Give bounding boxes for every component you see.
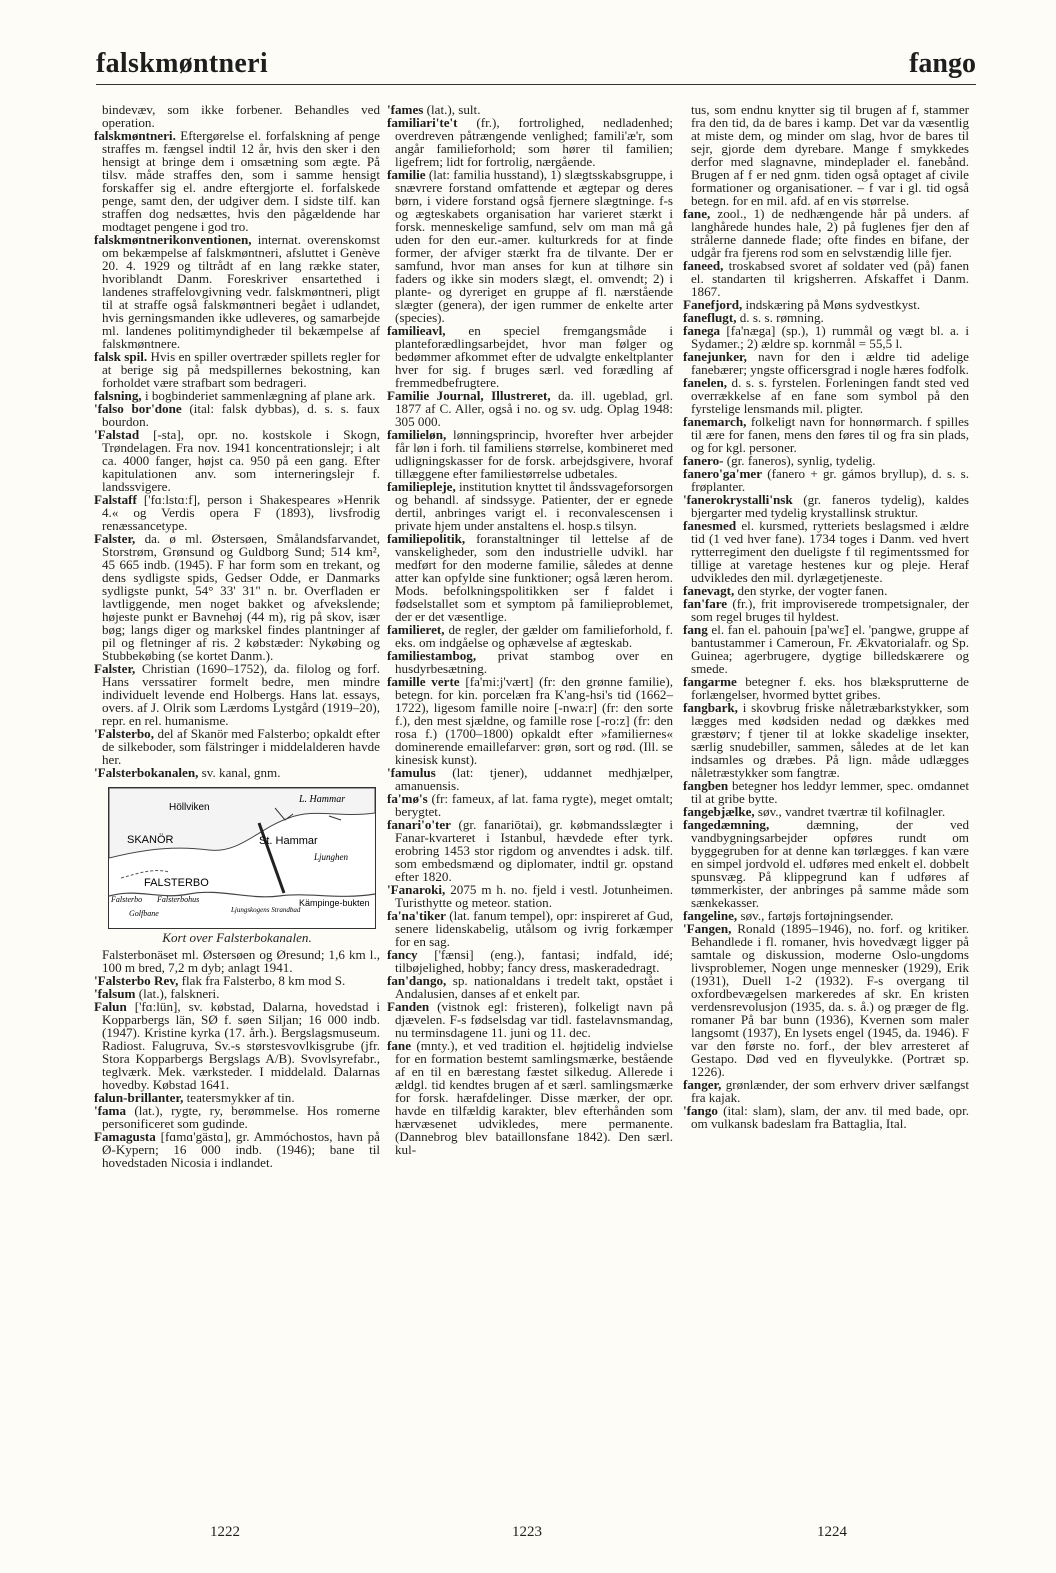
entry-headword: fangedæmning, (683, 817, 770, 832)
map-label-ljunghen: Ljunghen (314, 852, 349, 862)
map-label-falsterbo-town: FALSTERBO (144, 877, 209, 889)
dictionary-entry (683, 519, 969, 584)
entry-headword: fang (683, 622, 708, 637)
dictionary-entry (683, 376, 969, 415)
entry-headword: fanesmed (683, 518, 737, 533)
dictionary-entry (387, 792, 673, 818)
entry-text: (lat: familia husstand), 1) slægtsskabsgruppe, i snævrere forstand omfattende et ægtepar og deres børn, i videre forstand også fjernere slægtninge. f-s og ægteskabets organisation har varieret stærkt i forsk. menneskelige samfund, selv om man må gå uden for den eur.-amer. kulturkreds for at finde former, der afviger stærkt fra de tilvante. Der er samfund, hvor man anses for kun at tilhøre sin faders og ikke sin moders slægt, el. omvendt; 2) i plante- og dyreriget en gruppe af fl. nærstående slægter (genera), der igen rummer de enkelte arter (species). (395, 167, 673, 325)
dictionary-entry (387, 1039, 673, 1156)
falsterbo-canal-map (108, 787, 376, 929)
dictionary-entry (387, 532, 673, 623)
entry-text: en speciel fremgangsmåde i planteforædlingsarbejdet, hvor man følger og bedømmer afkommet efter de udvalgte enkeltplanter hver for sig. f bruges særl. ved forædling af fremmedbefrugtere. (395, 323, 673, 390)
map-label-hollviken: Höllviken (169, 802, 210, 813)
entry-headword: Familie Journal, Illustreret, (387, 388, 551, 403)
entry-text: (lat.), sult. (423, 102, 481, 117)
entry-headword: fancy (387, 947, 418, 962)
dictionary-entry (94, 727, 380, 766)
entry-text: dæmning, der ved vandbygningsarbejder opføres rundt om byggegruben for at denne kan tørlægges. f kan være en simpel jordvold el. udføres med enkelt el. dobbelt spunsvæg. På klippegrund kan f udføres af tømmerkister, der anbringes på samme måde som sænkekasser. (691, 817, 969, 910)
dictionary-entry (387, 1000, 673, 1039)
entry-text: tus, som endnu knytter sig til brugen af f, stammer fra den tid, da de bares i kamp. Det var da væsentlig at miste dem, og minder om slag, hvor de bares til sejr, gjorde dem dyrebare. Mange f smykkedes derfor med slagnavne, mindeplader el. fanebånd. Brugen af f er ned gnm. tiden også optaget af civile formationer og organisationer. – f var i gl. tid også betegn. for en mil. afd. af en vis størrelse. (691, 102, 969, 208)
entry-text: bindevæv, som ikke forbener. Behandles ved operation. (102, 102, 380, 130)
dictionary-entry (387, 116, 673, 168)
dictionary-entry (683, 623, 969, 675)
entry-text: [fɑmɑ'gästɑ], gr. Ammóchostos, havn på Ø-Kypern; 16 000 indb. (1946); bane til hovedstaden Nicosia i indlandet. (102, 1129, 380, 1170)
dictionary-entry (94, 948, 380, 974)
entry-headword: 'Fanaroki, (387, 882, 446, 897)
entry-text: Falsterbonäset ml. Østersøen og Øresund; 1,6 km l., 100 m bred, 7,2 m dyb; anlagt 1941. (102, 947, 380, 975)
running-header (96, 44, 976, 85)
dictionary-entry (387, 168, 673, 324)
entry-text: [fa'mi:j'vært] (fr: den grønne familie), betegn. for kin. porcelæn fra K'ang-hsi's tid (1662–1722), ligesom famille noire [-nwa:r] (fr: den sorte f.), den mest sjældne, og famille rose [-ro:z] (fr: den rosa f.) (1700–1800) opkaldt efter »familiernes« dominerende emaillefarver: grøn, sort og rød. (Ill. se kinesisk kunst). (395, 674, 673, 767)
entry-text: internat. overenskomst om bekæmpelse af falskmøntneri, afsluttet i Genève 20. 4. 1929 og tiltrådt af en lang række stater, hvoriblandt Danm. Foreskriver ensartethed i landenes straffelovgivning vedr. falskmøntneri, pligt til at straffe også falskmøntneri begået i udlandet, hvis gerningsmanden ikke udleveres, og samarbejde ml. landenes politimyndigheder til bekæmpelse af falskmøntnere. (102, 232, 380, 351)
entry-headword: 'fanerokrystalli'nsk (683, 492, 793, 507)
entry-text: foranstaltninger til lettelse af de vanskeligheder, som den industrielle udvikl. har medført for den moderne familie, således at denne atter kan opfylde sine funktioner; også læren herom. Mods. befolkningspolitikken ser f faldet i fødselstallet som et symptom på familieproblemet, der er det væsentlige. (395, 531, 673, 624)
entry-text: navn for den i ældre tid adelige fanebærer; yngste officersgrad i nogle hæres fodfolk. (691, 349, 969, 377)
entry-text: Christian (1690–1752), da. filolog og forf. Hans verssatirer formelt bedre, men mindre individuelt levende end Holbergs. Hans lat. essays, overs. af J. Olrik som Lærdoms Lystgård (1919–20), repr. en rel. humanisme. (102, 661, 380, 728)
entry-headword: Falstaff (94, 492, 137, 507)
map-label-kampinge-bukten: Kämpinge-bukten (299, 898, 370, 908)
entry-text: de regler, der gælder om familieforhold, f. eks. om indgåelse og ophævelse af ægteskab. (395, 622, 673, 650)
dictionary-entry (94, 532, 380, 662)
entry-text: (ital: slam), slam, der anv. til med bade, opr. om vulkansk badeslam fra Battaglia, Ital. (691, 1103, 969, 1131)
entry-text: (fr: fameux, af lat. fama rygte), meget omtalt; berygtet. (395, 791, 673, 819)
entry-text: (gr. faneros), synlig, tydelig. (723, 453, 876, 468)
dictionary-entry (683, 207, 969, 259)
entry-headword: Famagusta (94, 1129, 156, 1144)
entry-headword: familiepolitik, (387, 531, 466, 546)
entry-headword: famille verte (387, 674, 460, 689)
entry-headword: familieløn, (387, 427, 447, 442)
dictionary-entry (683, 922, 969, 1078)
entry-headword: fa'na'tiker (387, 908, 446, 923)
map-label-falsterbo: Falsterbo (111, 895, 143, 904)
dictionary-entry (94, 402, 380, 428)
entry-text: flak fra Falsterbo, 8 km mod S. (178, 973, 346, 988)
entry-headword: 'famulus (387, 765, 436, 780)
dictionary-entry (94, 1130, 380, 1169)
entry-text: (mnty.), et ved tradition el. højtidelig indvielse for en formation bestemt samlingsmærke, bestående af en til en bærestang fæstet silkedug. Allerede i ældgl. tid kendtes brugen af et særl. samlingsmærke for forsk. hærafdelinger. Disse mærker, der opr. havde en tilfældig karakter, blev efterhånden som hærvæsenet udvikledes, mere permanente. (Dannebrog blev bataillonsfane 1842). Den særl. kul- (395, 1038, 673, 1157)
dictionary-entry (387, 428, 673, 480)
dictionary-entry (387, 948, 673, 974)
entry-headword: familiari'te't (387, 115, 458, 130)
entry-text: da. ø ml. Østersøen, Smålandsfarvandet, Storstrøm, Grønsund og Guldborg Sund; 514 km², 45 665 indb. (1945). F har form som en trekant, og dens sydligste spids, Gedser Odde, er Danmarks sydligste punkt, 54° 33' 31" n. br. Overfladen er lavtliggende, men noget bakket og afvekslende; højeste punkt er Bavnehøj (44 m), rig på skov, især bøg; langs diger og markskel findes plantninger af pil og fletninger af ris. 2 købstæder: Nykøbing og Stubbekøbing (se kortet Danm.). (102, 531, 380, 663)
dictionary-entry (683, 350, 969, 376)
entry-text: el. kursmed, rytteriets beslagsmed i ældre tid (1 ved hver fane). 1734 toges i Danm. ved hvert rytterregiment den dueligste f til regimentssmed for tillige at varetage hestenes kur og pleje. Heraf udvikledes den mil. dyrlægetjeneste. (691, 518, 969, 585)
entry-text: den styrke, der vogter fanen. (734, 583, 888, 598)
entry-headword: fanemarch, (683, 414, 747, 429)
entry-headword: familiepleje, (387, 479, 456, 494)
dictionary-entry (94, 129, 380, 233)
entry-text: (lat.), falskneri. (135, 986, 220, 1001)
entry-text: i bogbinderiet sammenlægning af plane ark. (141, 388, 376, 403)
dictionary-entry (94, 662, 380, 727)
column-1 (94, 103, 380, 1169)
map-label-golfbane: Golfbane (129, 909, 159, 918)
dictionary-entry (94, 1000, 380, 1091)
entry-text: søv., vandret tværtræ til kofilnagler. (754, 804, 946, 819)
entry-headword: falskmøntnerikonventionen, (94, 232, 252, 247)
entry-headword: 'fama (94, 1103, 126, 1118)
entry-text: d. s. s. rømning. (736, 310, 824, 325)
entry-text: ['fɑ:lün], sv. købstad, Dalarna, hovedstad i Kopparbergs län, SØ f. søen Siljan; 16 000 indb. (1947). Kristine kyrka (17. årh.). Bergslagsmuseum. Radiost. Falugruva, Sv.-s størstesvovlkisgrube (jfr. Stora Kopparbergs Bergslags A/B). Svovlsyrefabr., teglværk. Mek. værksteder. I middelald. Dalarnas hovedby. Købstad 1641. (102, 999, 380, 1092)
map-label-strandbad: Ljungskogens Strandbad (231, 906, 301, 914)
entry-text: (ital: falsk dybbas), d. s. s. faux bourdon. (102, 401, 380, 429)
entry-headword: Falun (94, 999, 127, 1014)
entry-text: Ronald (1895–1946), no. forf. og kritiker. Behandlede i fl. romaner, hvis hovedvægt ligger på samtale og diskussion, moderne Oslo-ungdoms livsproblemer, Nogen unge mennesker (1929), Erik (1931), Duell 1-2 (1932). F-s overgang til oxfordbevægelsen markeredes af skr. En kristen verdensrevolusjon (1935, da. s. å.) og præger de flg. romaner På bar bunn (1936), Kvernen som maler langsomt (1937), En lysets engel (1945, da. 1946). F var den første no. forf., der blev arresteret af Gestapo. Død ved en flyveulykke. (Portræt sp. 1226). (691, 921, 969, 1079)
dictionary-entry (683, 675, 969, 701)
entry-text: ['fɑːlstɑːf], person i Shakespeares »Henrik 4.« og Verdis opera F (1893), livsfrodig renæssancetype. (102, 492, 380, 533)
entry-text: Hvis en spiller overtræder spillets regler for at berige sig på medspillernes bekostning, kan forholdet være strafbart som bedrageri. (102, 349, 380, 390)
entry-headword: familieavl, (387, 323, 446, 338)
entry-headword: fanega (683, 323, 721, 338)
entry-text: betegner hos leddyr lemmer, spec. omdannet til at gribe bytte. (691, 778, 969, 806)
entry-headword: falsning, (94, 388, 142, 403)
dictionary-entry (683, 259, 969, 298)
entry-headword: familieret, (387, 622, 445, 637)
entry-text: søv., fartøjs fortøjningsender. (737, 908, 894, 923)
dictionary-entry (387, 883, 673, 909)
entry-headword: fane, (683, 206, 711, 221)
entry-text: ['fænsi] (eng.), fantasi; indfald, idé; tilbøjelighed, hobby; fancy dress, maskeradedragt. (395, 947, 673, 975)
entry-text: sv. kanal, gnm. (198, 765, 281, 780)
dictionary-entry (683, 1104, 969, 1130)
entry-text: Eftergørelse el. forfalskning af penge straffes m. fængsel indtil 12 år, hvis den sker i den hensigt at bringe dem i omsætning som ægte. På tilsv. måde straffes den, som i samme hensigt forskaffer sig el. andre eftergjorte el. forfalskede penge, samt den, der udgiver dem. I sidste tilf. kan straffen dog nedsættes, hvis den pågældende har modtaget pengene i god tro. (102, 128, 380, 234)
dictionary-entry (94, 493, 380, 532)
page-number-right: 1224 (817, 1524, 847, 1540)
map-label-st-hammar: St. Hammar (259, 835, 318, 847)
dictionary-entry (683, 324, 969, 350)
entry-headword: fane (387, 1038, 412, 1053)
entry-headword: familie (387, 167, 426, 182)
dictionary-entry (94, 103, 380, 129)
entry-text: privat stambog over en husdyrbesætning. (395, 648, 673, 676)
dictionary-entry (387, 909, 673, 948)
entry-headword: falsk spil. (94, 349, 148, 364)
dictionary-entry (94, 428, 380, 493)
entry-text: (fr.), frit improviserede trompetsignaler, der som regel bruges til hyldest. (691, 596, 969, 624)
map-label-l-hammar: L. Hammar (299, 794, 346, 805)
dictionary-entry (387, 324, 673, 389)
dictionary-entry (94, 766, 380, 779)
dictionary-entry (683, 103, 969, 207)
entry-text: del af Skanör med Falsterbo; opkaldt efter de silkeboder, som fälstringer i middelalderen havde her. (102, 726, 380, 767)
entry-text: d. s. s. fyrstelen. Forleningen fandt sted ved overrækkelse af en fane som symbol på den fyrstelige lensmands mil. pligter. (691, 375, 969, 416)
entry-headword: 'Falsterbo, (94, 726, 155, 741)
entry-headword: fangebjælke, (683, 804, 755, 819)
page-number-middle: 1223 (512, 1524, 542, 1540)
dictionary-entry (387, 818, 673, 883)
map-label-skanor: SKANÖR (127, 834, 174, 846)
dictionary-entry (94, 1104, 380, 1130)
header-right-guideword: fango (909, 48, 976, 79)
map-caption: Kort over Falsterbokanalen. (162, 930, 312, 945)
entry-text: (vistnok egl: fristeren), folkeligt navn på djævelen. F-s fødselsdag var tidl. fastelavnsmandag, nu terminsdagene 11. juni og 11. dec. (395, 999, 673, 1040)
entry-headword: fanari'o'ter (387, 817, 451, 832)
entry-text: i skovbrug friske nåletræbarkstykker, som lægges med kødsiden nedad og dækkes med græstørv; f tjener til at lokke skadelige insekter, særlig snudebiller, sammen, således at de let kan indsamles og dræbes. På lign. måde udlægges nåletræstykker som fangtræ. (691, 700, 969, 780)
entry-text: institution knyttet til åndssvageforsorgen og behandl. af sindssyge. Patienter, der er egnede dertil, anbringes varigt el. i reconvalescensen i private hjem under anstaltens el. hosp.s tilsyn. (395, 479, 673, 533)
entry-headword: fangarme (683, 674, 737, 689)
column-2 (387, 103, 673, 1156)
entry-headword: fangbark, (683, 700, 738, 715)
entry-text: betegner f. eks. hos blæksprutterne de forlængelser, hvormed byttet gribes. (691, 674, 969, 702)
column-3 (683, 103, 969, 1130)
dictionary-entry (387, 480, 673, 532)
dictionary-entry (387, 649, 673, 675)
header-left-guideword: falskmøntneri (96, 48, 268, 79)
page-number-left: 1222 (210, 1524, 240, 1540)
entry-headword: 'Falsterbo Rev, (94, 973, 179, 988)
entry-text: (lat.), rygte, ry, berømmelse. Hos romerne personificeret som gudinde. (102, 1103, 380, 1131)
entry-text: 2075 m h. no. fjeld i vestl. Jotunheimen. Turisthytte og meteor. station. (395, 882, 673, 910)
entry-text: (lat: tjener), uddannet medhjælper, amanuensis. (395, 765, 673, 793)
map-label-falsterbohus: Falsterbohus (157, 895, 200, 904)
dictionary-entry (387, 974, 673, 1000)
entry-headword: fanero- (683, 453, 724, 468)
dictionary-entry (683, 1078, 969, 1104)
entry-text: da. ill. ugeblad, grl. 1877 af C. Aller, også i no. og sv. udg. Oplag 1948: 305 000. (395, 388, 673, 429)
entry-text: [-sta], opr. no. kostskole i Skogn, Trøndelagen. Fra nov. 1941 koncentrationslejr; i alt ca. 4000 fanger, højst ca. 950 på een gang. Efter kapitulationen anv. som interneringslejr f. landssvigere. (102, 427, 380, 494)
entry-text: teatersmykker af tin. (183, 1090, 295, 1105)
dictionary-entry (387, 389, 673, 428)
entry-text: zool., 1) de nedhængende hår på unders. af langhårede hundes hale, 2) på fuglenes fjer den af strålerne dannede flade; ofte findes en bifane, der udgår fra fjerens rod som en selvstændig lille fjer. (691, 206, 969, 260)
entry-text: (fr.), fortrolighed, nedladenhed; overdreven påtrængende venlighed; famili'æ'r, som angår familieforhold; som hører til familien; ligefrem; lidt for fortrolig, nærgående. (395, 115, 673, 169)
entry-headword: fanger, (683, 1077, 722, 1092)
dictionary-entry (387, 766, 673, 792)
entry-headword: fan'fare (683, 596, 728, 611)
entry-text: grønlænder, der som erhverv driver sælfangst fra kajak. (691, 1077, 969, 1105)
entry-headword: fan'dango, (387, 973, 447, 988)
dictionary-entry (683, 597, 969, 623)
entry-headword: 'fango (683, 1103, 718, 1118)
entry-headword: fanejunker, (683, 349, 747, 364)
entry-headword: Fanefjord, (683, 297, 743, 312)
dictionary-entry (683, 818, 969, 909)
entry-headword: faneed, (683, 258, 724, 273)
entry-headword: fanelen, (683, 375, 728, 390)
entry-text: [fa'næga] (sp.), 1) rummål og vægt bl. a. i Sydamer.; 2) ældre sp. kornmål = 55,5 l. (691, 323, 969, 351)
entry-text: (fanero + gr. gámos bryllup), d. s. s. frøplanter. (691, 466, 969, 494)
dictionary-entry (387, 623, 673, 649)
dictionary-entry (683, 779, 969, 805)
entry-text: el. fan el. pahouin [pa'wɛ̃] el. 'pangwe, gruppe af bantustammer i Cameroun, Fr. Ækvatorialafr. og Sp. Guinea; agerbrugere, dygtige billedskærere og smede. (691, 622, 969, 676)
entry-headword: fanevagt, (683, 583, 735, 598)
entry-headword: Fanden (387, 999, 430, 1014)
entry-text: lønningsprincip, hvorefter hver arbejder får løn i forh. til familiens størrelse, kombineret med udligningskasser for de forsk. arbejdsgivere, hvoraf tillæggene efter familiestørrelse udbetales. (395, 427, 673, 481)
entry-headword: fa'mø's (387, 791, 428, 806)
entry-text: sp. nationaldans i tredelt takt, opstået i Andalusien, danses af et enkelt par. (395, 973, 673, 1001)
entry-headword: 'falso bor'done (94, 401, 182, 416)
map-drawing (109, 788, 375, 928)
entry-headword: Falster, (94, 531, 136, 546)
dictionary-entry (94, 350, 380, 389)
entry-headword: 'falsum (94, 986, 136, 1001)
entry-headword: falun-brillanter, (94, 1090, 184, 1105)
dictionary-entry (683, 415, 969, 454)
entry-headword: fanero'ga'mer (683, 466, 763, 481)
dictionary-entry (683, 467, 969, 493)
entry-headword: fangben (683, 778, 729, 793)
entry-text: indskæring på Møns sydvestkyst. (742, 297, 921, 312)
dictionary-entry (683, 701, 969, 779)
entry-headword: 'Falstad (94, 427, 140, 442)
entry-text: troskabsed svoret af soldater ved (på) fanen el. standarten til krigsherren. Afskaffet i Danm. 1867. (691, 258, 969, 299)
dictionary-entry (94, 233, 380, 350)
dictionary-entry (387, 675, 673, 766)
entry-headword: familiestambog, (387, 648, 477, 663)
entry-text: (lat. fanum tempel), opr: inspireret af Gud, senere lidenskabelig, utålsom og ivrig forkæmper for en sag. (395, 908, 673, 949)
entry-headword: faneflugt, (683, 310, 737, 325)
entry-text: (gr. fanariōtai), gr. købmandsslægter i Fanar-kvarteret i Istanbul, hævdede efter tyrk. erobring 1453 stor rigdom og anvendtes i adsk. tilf. som embedsmænd og diplomater, indtil gr. opstand efter 1820. (395, 817, 673, 884)
entry-headword: 'fames (387, 102, 424, 117)
entry-text: folkeligt navn for honnørmarch. f spilles til ære for fanen, mens den føres til og fra sin plads, og for kgl. personer. (691, 414, 969, 455)
entry-headword: fangeline, (683, 908, 738, 923)
entry-headword: 'Falsterbokanalen, (94, 765, 199, 780)
entry-headword: Falster, (94, 661, 136, 676)
entry-headword: 'Fangen, (683, 921, 732, 936)
entry-headword: falskmøntneri. (94, 128, 176, 143)
entry-text: (gr. faneros tydelig), kaldes bjergarter med tydelig krystallinsk struktur. (691, 492, 969, 520)
dictionary-entry (683, 493, 969, 519)
